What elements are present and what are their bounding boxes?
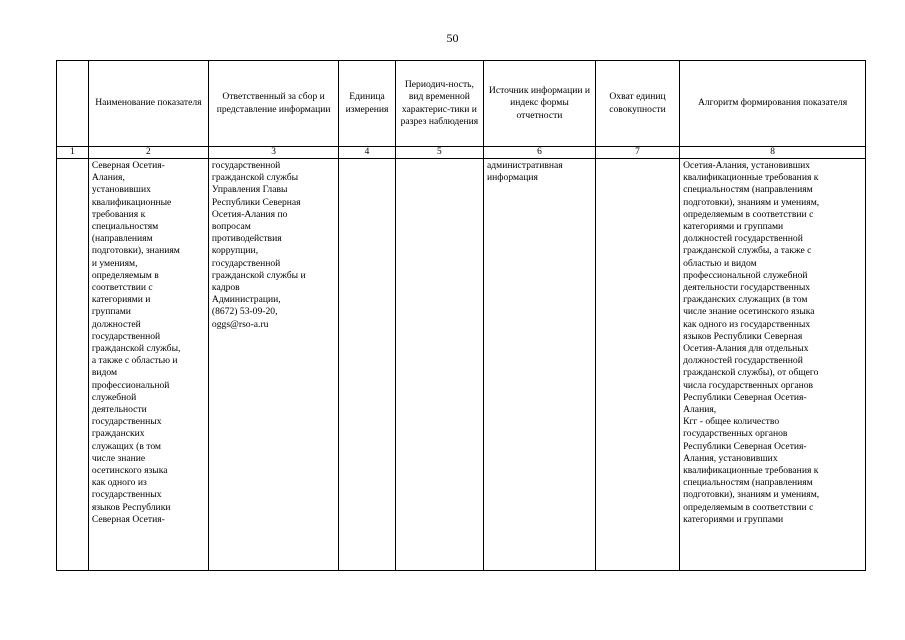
column-number: 7 bbox=[595, 147, 679, 159]
page-number: 50 bbox=[446, 31, 459, 45]
header-responsible: Ответственный за сбор и представление информации bbox=[208, 61, 338, 147]
header-indicator-name: Наименование показателя bbox=[88, 61, 208, 147]
column-number: 6 bbox=[484, 147, 596, 159]
table-header-row bbox=[57, 61, 866, 147]
algorithm-cell: Осетия-Алания, установивших квалификационные требования к специальностям (направлениям подготовки), знаниям и умениям, определяемым в соответствии с категориями и группами должностей государственной гражданской службы, а также с областью и видом профессиональной служебной деятельности государственных гражданских служащих (в том числе знание осетинского языка как одного из государственных языков Республики Северная Осетия-Алания для отдельных должностей государственной гражданской службы), от общего числа государственных органов Республики Северная Осетия- Алания, Кгг - общее количество государственных органов Республики Северная Осетия- Алания, установивших квалификационные требования к специальностям (направлениям подготовки), знаниям и умениям, определяемым в соответствии с категориями и группами bbox=[680, 159, 866, 571]
header-algorithm: Алгоритм формирования показателя bbox=[680, 61, 866, 147]
responsible-cell: государственной гражданской службы Управления Главы Республики Северная Осетия-Алания по вопросам противодействия коррупции, государственной гражданской службы и кадров Администрации, (8672) 53-09-20, oggs@rso-a.ru bbox=[208, 159, 338, 571]
periodicity-cell bbox=[395, 159, 483, 571]
header-coverage: Охват единиц совокупности bbox=[595, 61, 679, 147]
column-number: 2 bbox=[88, 147, 208, 159]
column-number: 3 bbox=[208, 147, 338, 159]
row-number-cell bbox=[57, 159, 89, 571]
column-number-row bbox=[57, 147, 866, 159]
header-source: Источник информации и индекс формы отчетности bbox=[484, 61, 596, 147]
source-cell: административная информация bbox=[484, 159, 596, 571]
column-number: 8 bbox=[680, 147, 866, 159]
header-cell-1 bbox=[57, 61, 89, 147]
coverage-cell bbox=[595, 159, 679, 571]
unit-cell bbox=[339, 159, 395, 571]
column-number: 4 bbox=[339, 147, 395, 159]
indicator-name-cell: Северная Осетия- Алания, установивших квалификационные требования к специальностям (направлениям подготовки), знаниям и умениям, определяемым в соответствии с категориями и группами должностей государственной гражданской службы, а также с областью и видом профессиональной служебной деятельности государственных гражданских служащих (в том числе знание осетинского языка как одного из государственных языков Республики Северная Осетия- bbox=[88, 159, 208, 571]
table-row bbox=[57, 159, 866, 571]
indicator-table bbox=[56, 60, 866, 571]
column-number: 5 bbox=[395, 147, 483, 159]
column-number: 1 bbox=[57, 147, 89, 159]
header-periodicity: Периодич-ность, вид временной характерис-тики и разрез наблюдения bbox=[395, 61, 483, 147]
header-unit: Единица измерения bbox=[339, 61, 395, 147]
